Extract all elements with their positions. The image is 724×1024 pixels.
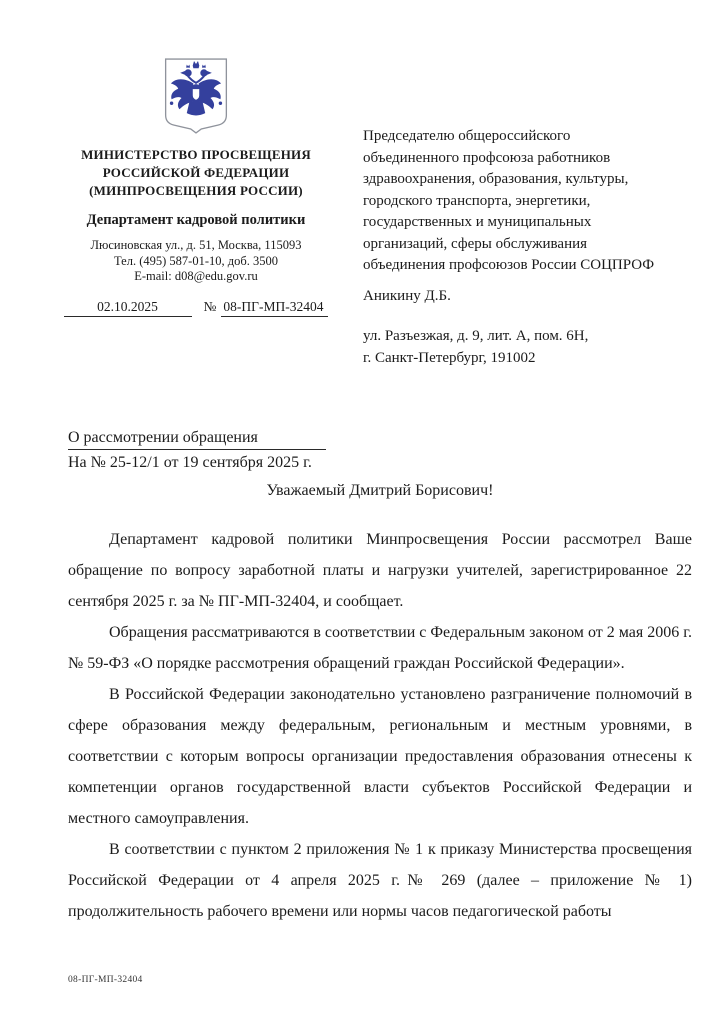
letter-number: 08-ПГ-МП-32404	[221, 298, 328, 317]
recipient-organization	[363, 126, 703, 277]
recipient-org-line: организаций, сферы обслуживания	[363, 235, 588, 252]
recipient-org-line: Председателю общероссийского	[363, 128, 571, 144]
letterhead	[60, 57, 332, 317]
recipient-person: Аникину Д.Б.	[363, 287, 451, 304]
recipient-org-line: объединенного профсоюза работников	[363, 149, 611, 166]
letter-date: 02.10.2025	[64, 298, 192, 317]
ministry-name-line1: МИНИСТЕРСТВО ПРОСВЕЩЕНИЯ	[81, 147, 311, 162]
body-paragraph: Департамент кадровой политики Минпросвещения России рассмотрел Ваше обращение по вопросу заработной платы и нагрузки учителей, зарегистрированное 22 сентября 2025 г. за № ПГ-МП-32404, и сообщает.	[68, 531, 692, 610]
subject-reference: На № 25-12/1 от 19 сентября 2025 г.	[68, 454, 312, 471]
body-paragraph: В соответствии с пунктом 2 приложения № 1 к приказу Министерства просвещения Российской Федерации от 4 апреля 2025 г.№ 269 (далее – приложение № 1) продолжительность рабочего времени или нормы часов педагогической работы	[68, 841, 692, 920]
recipient-org-line: объединения профсоюзов России СОЦПРОФ	[363, 257, 655, 273]
recipient-address-line1: ул. Разъезжая, д. 9, лит. А, пом. 6Н,	[363, 328, 589, 344]
recipient-org-line: здравоохранения, образования, культуры,	[363, 171, 629, 187]
ministry-name-line3: (МИНПРОСВЕЩЕНИЯ РОССИИ)	[89, 183, 303, 198]
salutation: Уважаемый Дмитрий Борисович!	[266, 482, 494, 499]
letter-body	[68, 524, 692, 927]
contact-block	[60, 238, 332, 285]
footer-reference: 08-ПГ-МП-32404	[68, 975, 143, 985]
contact-email: E-mail: d08@edu.gov.ru	[134, 269, 258, 283]
recipient-org-line: городского транспорта, энергетики,	[363, 192, 591, 209]
recipient-address	[363, 326, 703, 369]
department-name: Департамент кадровой политики	[86, 212, 306, 228]
recipient-block	[363, 126, 703, 369]
body-paragraph: Обращения рассматриваются в соответствии с Федеральным законом от 2 мая 2006 г. № 59-ФЗ «О порядке рассмотрения обращений граждан Российской Федерации».	[68, 624, 692, 672]
subject-block	[68, 427, 326, 474]
subject-title: О рассмотрении обращения	[68, 427, 326, 450]
contact-phone: Тел. (495) 587-01-10, доб. 3500	[114, 253, 278, 268]
recipient-address-line2: г. Санкт-Петербург, 191002	[363, 349, 536, 366]
russia-coat-of-arms-icon	[163, 57, 229, 135]
ministry-name	[60, 146, 332, 200]
ministry-name-line2: РОССИЙСКОЙ ФЕДЕРАЦИИ	[102, 165, 290, 180]
body-paragraph: В Российской Федерации законодательно установлено разграничение полномочий в сфере образования между федеральным, региональным и местным уровнями, в соответствии с которым вопросы организации предоставления образования отнесены к компетенции органов государственной власти субъектов Российской Федерации и местного самоуправления.	[68, 686, 692, 827]
recipient-org-line: государственных и муниципальных	[363, 214, 592, 230]
number-sign: №	[203, 298, 217, 314]
contact-address: Люсиновская ул., д. 51, Москва, 115093	[90, 238, 302, 252]
date-number-row	[60, 298, 332, 317]
